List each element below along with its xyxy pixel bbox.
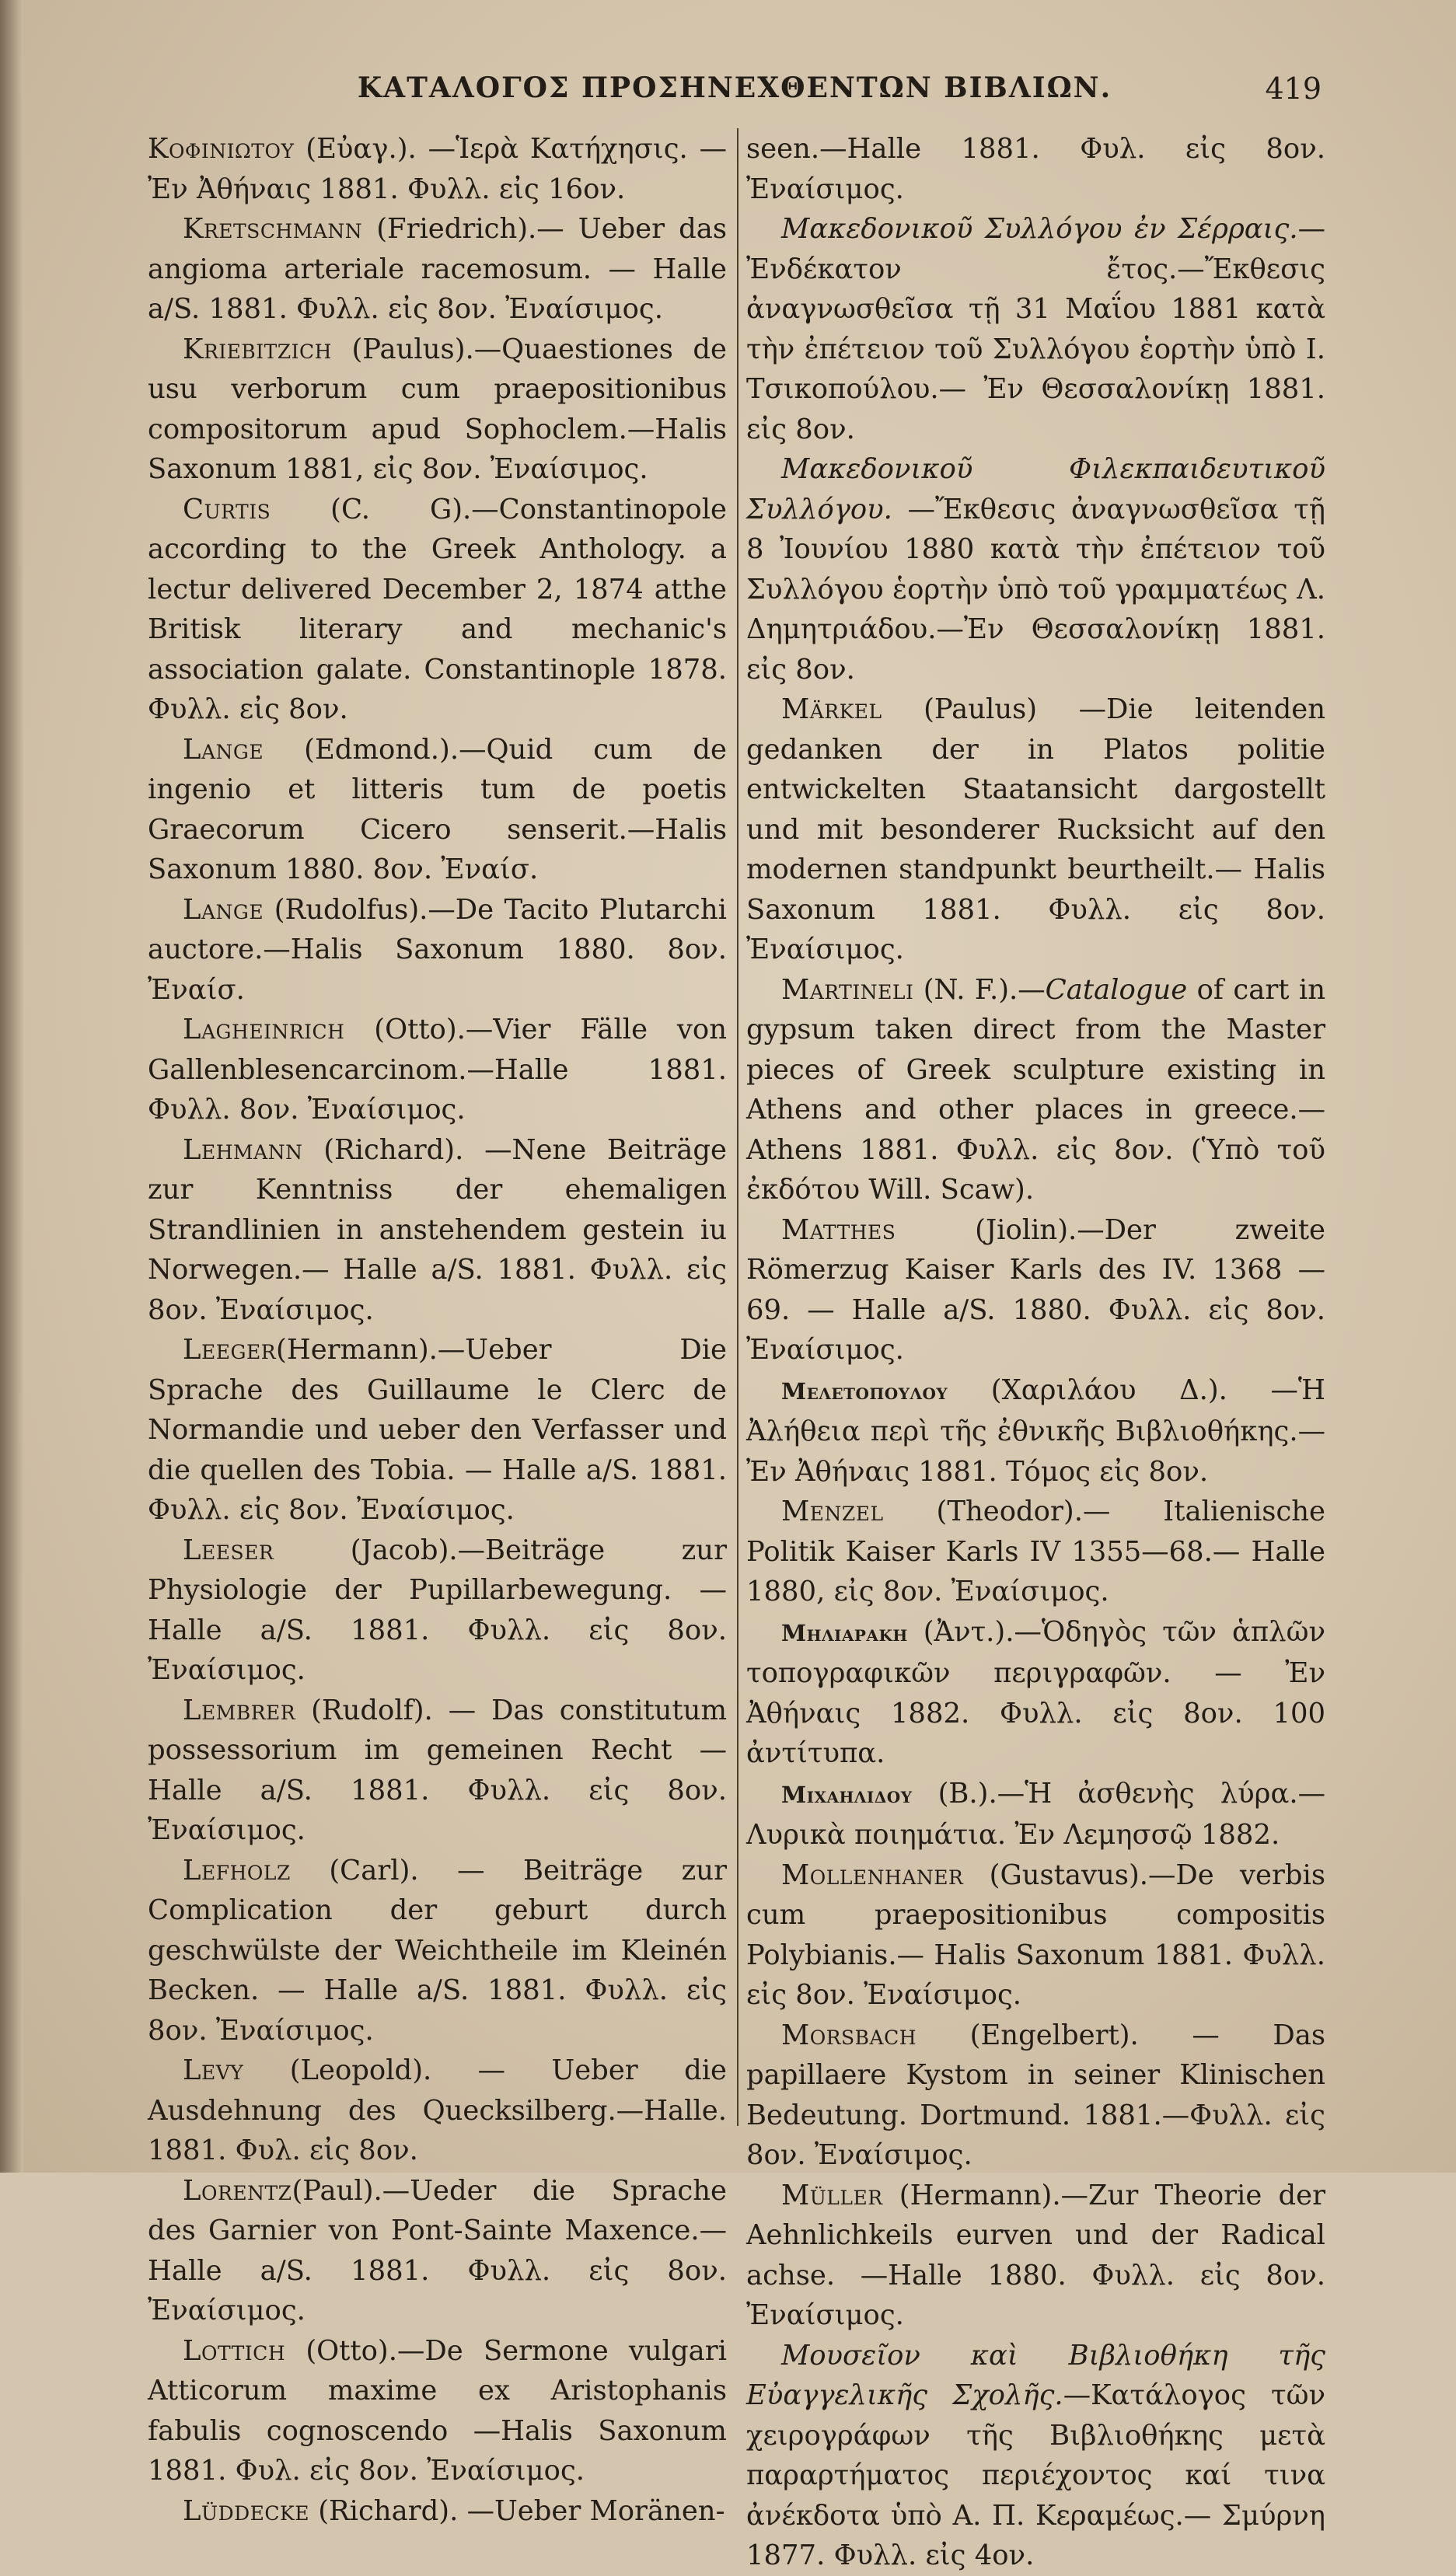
entry-text: (Richard). —Nene Beiträge zur Kenntniss der ehemaligen Strandlinien in anstehendem gestein iu Norwegen.— Halle a/S. 1881. Φυλλ. εἰς 8ον. Ἐναίσιμος.: [148, 1133, 727, 1326]
catalog-entry: [148, 1130, 727, 1331]
entry-author: Martineli: [781, 973, 914, 1006]
entry-text: —Ἔκθεσις ἀναγνωσθεῖσα τῇ 8 Ἰουνίου 1880 κατὰ τὴν ἐπέτειον τοῦ Συλλόγου ἑορτὴν ὑπὸ τοῦ γραμματέως Λ. Δημητριάδου.—Ἐν Θεσσαλονίκῃ 1881. εἰς 8ον.: [746, 493, 1325, 686]
entry-author: Lehmann: [183, 1133, 303, 1166]
running-title: ΚΑΤΑΛΟΓΟΣ ΠΡΟΣΗΝΕΧΘΕΝΤΩΝ ΒΙΒΛΙΩΝ.: [357, 72, 1112, 104]
entry-society: Μακεδονικοῦ Φιλεκπαιδευτικοῦ Συλλόγου.: [746, 453, 1325, 525]
catalog-entry: [746, 209, 1325, 449]
catalog-entry: [746, 1612, 1325, 1774]
catalog-entry: [746, 970, 1325, 1210]
catalog-entry: [148, 2051, 727, 2171]
entry-text: (N. F.).—: [913, 973, 1046, 1006]
entry-author: Κοφινιωτου: [148, 133, 295, 165]
catalog-entry: [148, 2171, 727, 2331]
catalog-entry: [746, 1492, 1325, 1612]
catalog-entry: [148, 1330, 727, 1531]
catalog-entry: [746, 2016, 1325, 2176]
entry-text: (Β.).—Ἡ ἀσθενὴς λύρα.—Λυρικὰ ποιημάτια. Ἐν Λεμησσῷ 1882.: [746, 1777, 1325, 1851]
catalog-entry: [148, 1531, 727, 1691]
entry-text: (Rudolf). — Das constitutum possessorium im gemeinen Recht — Halle a/S. 1881. Φυλλ. εἰς 8ον. Ἐναίσιμος.: [148, 1694, 727, 1846]
entry-author: Lembrer: [183, 1694, 296, 1726]
entry-text: (Jiolin).—Der zweite Römerzug Kaiser Karls des IV. 1368 — 69. — Halle a/S. 1880. Φυλλ. εἰς 8ον. Ἐναίσιμος.: [746, 1213, 1325, 1366]
entry-author: Curtis: [183, 493, 271, 525]
entry-author: Matthes: [781, 1213, 896, 1246]
catalog-entry: [746, 1210, 1325, 1370]
catalog-entry: [746, 2336, 1325, 2576]
entry-author: Lottich: [183, 2334, 286, 2367]
catalog-entry: [746, 449, 1325, 689]
catalog-entry: [148, 490, 727, 730]
entry-text: (Engelbert). — Das papillaere Kystom in seiner Klinischen Bedeutung. Dortmund. 1881.—Φυλλ. εἰς 8ον. Ἐναίσιμος.: [746, 2019, 1325, 2171]
continuation-text: seen.—Halle 1881. Φυλ. εἰς 8ον. Ἐναίσιμος.: [746, 133, 1325, 205]
entry-author: Menzel: [781, 1496, 884, 1527]
catalog-entry: [746, 1855, 1325, 2016]
right-column: [746, 129, 1325, 2576]
entry-text: (Otto).—De Sermone vulgari Atticorum maxime ex Aristophanis fabulis cognoscendo —Halis Saxonum 1881. Φυλ. εἰς 8ον. Ἐναίσιμος.: [148, 2334, 727, 2487]
entry-author: Lorentz: [183, 2174, 292, 2207]
entry-text: (Richard). —Ueber Moränen-: [309, 2494, 725, 2527]
entry-author: Leeser: [183, 1534, 274, 1566]
entry-author: Lefholz: [183, 1854, 291, 1887]
catalog-entry: [148, 1691, 727, 1851]
catalog-entry: [148, 209, 727, 330]
catalog-entry: [148, 730, 727, 890]
entry-text: (Hermann).—Zur Theorie der Aehnlichkeils eurven und der Radical achse. —Halle 1880. Φυλλ. εἰς 8ον. Ἐναίσιμος.: [746, 2179, 1325, 2331]
entry-author: Μελετοπουλου: [781, 1377, 948, 1405]
catalog-entry: [148, 890, 727, 1011]
entry-author: Kriebitzich: [183, 333, 332, 365]
entry-text: (Theodor).— Italienische Politik Kaiser Karls IV 1355—68.— Halle 1880, εἰς 8ον. Ἐναίσιμος.: [746, 1496, 1325, 1607]
entry-text: (Paul).—Ueder die Sprache des Garnier von Pont-Sainte Maxence.—Halle a/S. 1881. Φυλλ. εἰς 8ον. Ἐναίσιμος.: [148, 2174, 727, 2326]
entry-text: (Paulus).—Quaestiones de usu verborum cum praepositionibus compositorum apud Sophoclem.—Halis Saxonum 1881, εἰς 8ον. Ἐναίσιμος.: [148, 333, 727, 485]
entry-text: (Carl). — Beiträge zur Complication der geburt durch geschwülste der Weichtheile im Kleinén Becken. — Halle a/S. 1881. Φυλλ. εἰς 8ον. Ἐναίσιμος.: [148, 1854, 727, 2047]
entry-author: Müller: [781, 2179, 883, 2211]
column-divider: [737, 128, 738, 2126]
entry-text: (Εὐαγ.). —Ἱερὰ Κατήχησις. —Ἐν Ἀθήναις 1881. Φυλλ. εἰς 16ον.: [148, 133, 727, 205]
catalog-entry: [148, 1010, 727, 1130]
page-number: 419: [1265, 72, 1322, 106]
catalog-entry: [148, 330, 727, 490]
entry-title-italic: Catalogue: [1045, 973, 1188, 1006]
entry-text: —Ἐνδέκατον ἔτος.—Ἔκθεσις ἀναγνωσθεῖσα τῇ 31 Μαΐου 1881 κατὰ τὴν ἐπέτειον τοῦ Συλλόγου ἑορτὴν ὑπὸ Ι. Τσικοπούλου.— Ἐν Θεσσαλονίκῃ 1881. εἰς 8ον.: [746, 213, 1325, 445]
entry-text: (Edmond.).—Quid cum de ingenio et litteris tum de poetis Graecorum Cicero senserit.—Halis Saxonum 1880. 8ον. Ἐναίσ.: [148, 733, 727, 885]
entry-author: Kretschmann: [183, 213, 363, 245]
catalog-entry: [746, 1370, 1325, 1492]
entry-text: (Χαριλάου Δ.). —Ἡ Ἀλήθεια περὶ τῆς ἐθνικῆς Βιβλιοθήκης.—Ἐν Ἀθήναις 1881. Τόμος εἰς 8ον.: [746, 1374, 1325, 1488]
entry-text: (C. G).—Constantinopole according to the Greek Anthology. a lectur delivered December 2, 1874 atthe Britisk literary and mechanic's association galate. Constantinople 1878. Φυλλ. εἰς 8ον.: [148, 493, 727, 725]
entry-author: Lüddecke: [183, 2494, 309, 2527]
entry-author: Märkel: [781, 693, 882, 725]
catalog-entry: [746, 689, 1325, 970]
entry-author: Lagheinrich: [183, 1014, 345, 1045]
entry-text: (Leopold). — Ueber die Ausdehnung des Quecksilberg.—Halle. 1881. Φυλ. εἰς 8ον.: [148, 2054, 727, 2166]
catalog-entry: [148, 2491, 727, 2532]
entry-society: Μουσεῖον καὶ Βιβλιοθήκη τῆς Εὐαγγελικῆς Σχολῆς.: [746, 2339, 1325, 2411]
entry-author: Morsbach: [781, 2019, 917, 2051]
entry-author: Leeger: [183, 1334, 277, 1366]
entry-society: Μακεδονικοῦ Συλλόγου ἐν Σέρραις.: [781, 213, 1298, 245]
entry-text: of cart in gypsum taken direct from the Master pieces of Greek sculpture existing in Athens and other places in greece.— Athens 1881. Φυλλ. εἰς 8ον. (Ὑπὸ τοῦ ἐκδότου Will. Scaw).: [746, 973, 1326, 1206]
entry-text: (Ἀντ.).—Ὁδηγὸς τῶν ἁπλῶν τοπογραφικῶν περιγραφῶν. — Ἐν Ἀθήναις 1882. Φυλλ. εἰς 8ον. 100 ἀντίτυπα.: [746, 1615, 1325, 1769]
catalog-entry: [746, 1774, 1325, 1855]
entry-author: Lange: [183, 733, 264, 766]
entry-author: Lange: [183, 893, 264, 926]
catalog-entry: [746, 2176, 1325, 2336]
catalog-entry: [148, 129, 727, 209]
catalog-entry: [148, 2331, 727, 2491]
entry-author: Μιχαηλιδου: [781, 1781, 913, 1808]
entry-text: (Otto).—Vier Fälle von Gallenblesencarcinom.—Halle 1881. Φυλλ. 8ον. Ἐναίσιμος.: [148, 1014, 727, 1126]
entry-text: (Paulus) —Die leitenden gedanken der in Platos politie entwickelten Staatansicht dargostellt und mit besonderer Rucksicht auf den modernen standpunkt beurtheilt.— Halis Saxonum 1881. Φυλλ. εἰς 8ον. Ἐναίσιμος.: [746, 693, 1325, 965]
catalog-entry: [148, 1851, 727, 2051]
left-column: [148, 129, 727, 2531]
page-header: [148, 72, 1322, 118]
entry-text: (Hermann).—Ueber Die Sprache des Guillaume le Clerc de Normandie und ueber den Verfasser und die quellen des Tobia. — Halle a/S. 1881. Φυλλ. εἰς 8ον. Ἐναίσιμος.: [148, 1334, 727, 1526]
entry-text: (Jacob).—Beiträge zur Physiologie der Pupillarbewegung. — Halle a/S. 1881. Φυλλ. εἰς 8ον. Ἐναίσιμος.: [148, 1534, 727, 1686]
entry-text: —Κατάλογος τῶν χειρογράφων τῆς Βιβλιοθήκης μετὰ παραρτήματος περιέχοντος καί τινα ἀνέκδοτα ὑπὸ Α. Π. Κεραμέως.— Σμύρνη 1877. Φυλλ. εἰς 4ον.: [746, 2379, 1325, 2571]
entry-text: (Friedrich).— Ueber das angioma arteriale racemosum. — Halle a/S. 1881. Φυλλ. εἰς 8ον. Ἐναίσιμος.: [148, 213, 727, 325]
entry-author: Levy: [183, 2054, 244, 2086]
entry-text: (Rudolfus).—De Tacito Plutarchi auctore.—Halis Saxonum 1880. 8ον. Ἐναίσ.: [148, 893, 727, 1006]
entry-text: (Gustavus).—De verbis cum praepositionibus compositis Polybianis.— Halis Saxonum 1881. Φυλλ. εἰς 8ον. Ἐναίσιμος.: [746, 1859, 1325, 2011]
entry-author: Μηλιαρακη: [781, 1619, 908, 1646]
entry-author: Mollenhaner: [781, 1859, 964, 1891]
